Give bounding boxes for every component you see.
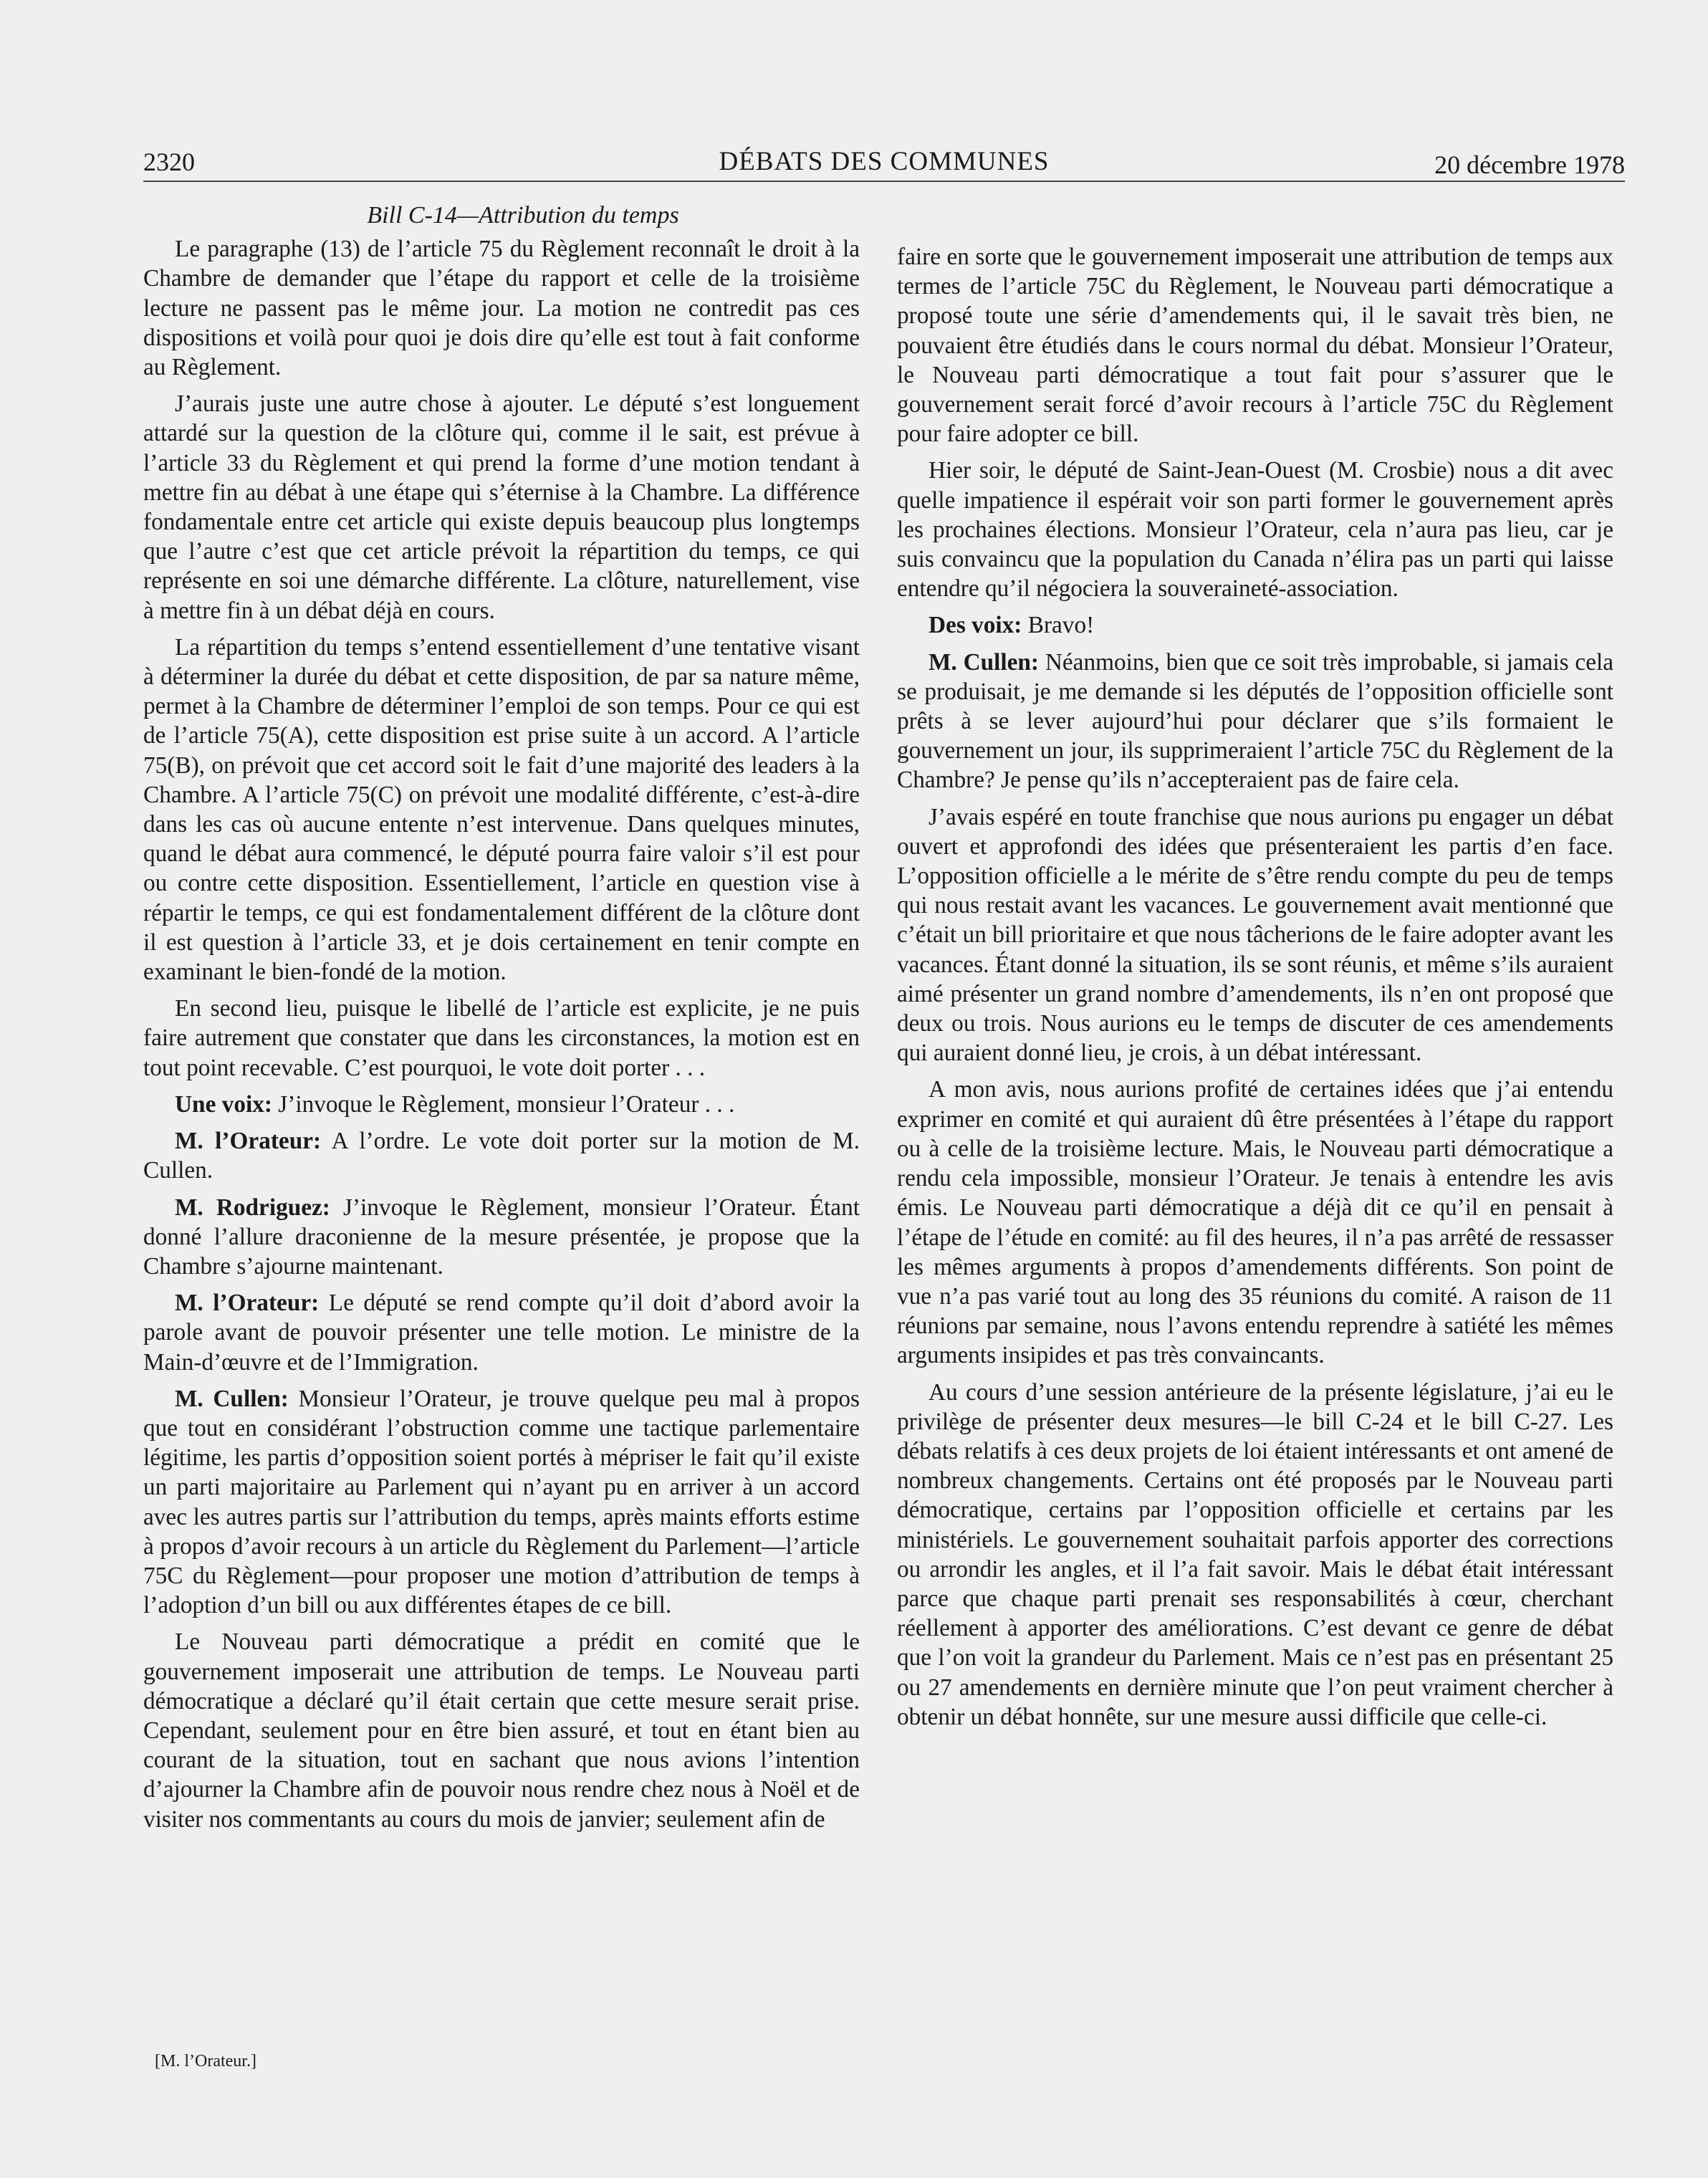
paragraph-text: Hier soir, le député de Saint-Jean-Ouest (M. Crosbie) nous a dit avec quelle impatience il espérait voir son parti former le gouvernement après les prochaines élections. Monsieur l’Orateur, cela n’aura pas lieu, car je suis convaincu que la population du Canada n’élira pas un parti qui laisse entendre qu’il négociera la souveraineté-association. — [897, 457, 1613, 603]
speaker-name: Une voix: — [175, 1090, 272, 1118]
publication-title: DÉBATS DES COMMUNES — [719, 147, 1050, 176]
paragraph — [143, 1384, 860, 1621]
speaker-name: M. l’Orateur: — [175, 1128, 322, 1155]
paragraph-text: Le Nouveau parti démocratique a prédit en comité que le gouvernement imposerait une attribution de temps. Le Nouveau parti démocratique a déclaré qu’il était certain que cette mesure serait prise. Cependant, seulement pour en être bien assuré, et tout en étant bien au courant de la situation, tout en sachant que nous avions l’intention d’ajourner la Chambre afin de pouvoir nous rendre chez nous à Noël et de visiter nos commentants au cours du mois de janvier; seulement afin de — [143, 1628, 860, 1833]
paragraph — [897, 802, 1613, 1068]
paragraph — [143, 1090, 860, 1119]
paragraph-text: J’aurais juste une autre chose à ajouter. Le député s’est longuement attardé sur la question de la clôture qui, comme il le sait, est prévue à l’article 33 du Règlement et qui prend la forme d’une motion tendant à mettre fin au débat à une étape qui s’éternise à la Chambre. La différence fondamentale entre cet article qui existe depuis beaucoup plus longtemps que l’autre c’est que cet article prévoit la répartition du temps, ce qui représente en soi une démarche différente. La clôture, naturellement, vise à mettre fin à un débat déjà en cours. — [143, 390, 860, 624]
speaker-name: M. Cullen: — [175, 1385, 289, 1412]
paragraph-text: Le paragraphe (13) de l’article 75 du Règlement reconnaît le droit à la Chambre de demander que l’étape du rapport et celle de la troisième lecture ne passent pas le même jour. La motion ne contredit pas ces dispositions et voilà pour quoi je dois dire qu’elle est tout à fait conforme au Règlement. — [143, 236, 860, 381]
paragraph — [143, 1627, 860, 1833]
page-header — [143, 146, 1625, 183]
paragraph — [143, 1193, 860, 1282]
paragraph-text: A l’ordre. Le vote doit porter sur la motion de M. Cullen. — [143, 1128, 860, 1184]
paragraph — [897, 456, 1613, 603]
left-column — [143, 201, 860, 1841]
paragraph — [897, 242, 1613, 448]
paragraph-text: La répartition du temps s’entend essentiellement d’une tentative visant à déterminer la durée du débat et cette disposition, de par sa nature même, permet à la Chambre de déterminer l’emploi de son temps. Pour ce qui est de l’article 75(A), cette disposition est prise suite à un accord. A l’article 75(B), on prévoit que cet accord soit le fait d’une majorité des leaders à la Chambre. A l’article 75(C) on prévoit une modalité différente, c’est-à-dire dans les cas où aucune entente n’est intervenue. Dans quelques minutes, quand le débat aura commencé, le député pourra faire valoir s’il est pour ou contre cette disposition. Essentiellement, l’article en question vise à répartir le temps, ce qui est fondamentalement différent de la clôture dont il est question à l’article 33, et je dois certainement en tenir compte en examinant le bien-fondé de la motion. — [143, 633, 860, 986]
paragraph — [143, 1288, 860, 1377]
speaker-name: M. Cullen: — [929, 648, 1040, 676]
section-title: Bill C-14—Attribution du temps — [367, 202, 679, 229]
paragraph-text: Le député se rend compte qu’il doit d’abord avoir la parole avant de pouvoir présenter une telle motion. Le ministre de la Main-d’œuvre et de l’Immigration. — [143, 1290, 860, 1376]
paragraph — [897, 1075, 1613, 1370]
paragraph — [897, 648, 1613, 795]
paragraph-text: Bravo! — [1022, 612, 1095, 639]
speaker-name: M. l’Orateur: — [175, 1290, 320, 1317]
paragraph — [897, 1378, 1613, 1732]
paragraph — [143, 234, 860, 382]
paragraph — [143, 1126, 860, 1185]
speaker-name: M. Rodriguez: — [175, 1194, 330, 1221]
page-date: 20 décembre 1978 — [1434, 150, 1625, 179]
left-paragraphs — [143, 234, 860, 1834]
footnote: [M. l’Orateur.] — [155, 2052, 256, 2071]
right-column — [897, 242, 1613, 1739]
speaker-name: Des voix: — [929, 612, 1022, 639]
paragraph — [143, 994, 860, 1083]
paragraph-text: En second lieu, puisque le libellé de l’article est explicite, je ne puis faire autrement que constater que dans les circonstances, la motion est en tout point recevable. C’est pourquoi, le vote doit porter . . . — [143, 995, 860, 1081]
paragraph — [143, 633, 860, 987]
paragraph — [143, 389, 860, 625]
paragraph-text: A mon avis, nous aurions profité de certaines idées que j’ai entendu exprimer en comité et qui auraient dû être présentées à l’étape du rapport ou à celle de la troisième lecture. Mais, le Nouveau parti démocratique a rendu cela impossible, monsieur l’Orateur. Je tenais à entendre les avis émis. Le Nouveau parti démocratique a déjà dit ce qu’il en pensait à l’étape de l’étude en comité: au fil des heures, il n’a pas arrêté de ressasser les mêmes arguments à propos d’amendements différents. Son point de vue n’a pas varié tout au long des 35 réunions du comité. A raison de 11 réunions par semaine, nous l’avons entendu reprendre à satiété les mêmes arguments insipides et pas très convaincants. — [897, 1076, 1613, 1369]
paragraph-text: J’invoque le Règlement, monsieur l’Orateur. Étant donné l’allure draconienne de la mesure présentée, je propose que la Chambre s’ajourne maintenant. — [143, 1194, 860, 1280]
paragraph-text: J’invoque le Règlement, monsieur l’Orateur . . . — [272, 1090, 735, 1118]
paragraph-text: Néanmoins, bien que ce soit très improbable, si jamais cela se produisait, je me demande si les députés de l’opposition officielle sont prêts à se lever aujourd’hui pour déclarer que s’ils formaient le gouvernement un jour, ils supprimeraient l’article 75C du Règlement de la Chambre? Je pense qu’ils n’accepteraient pas de faire cela. — [897, 648, 1614, 794]
header-rule — [143, 181, 1625, 182]
paragraph-text: J’avais espéré en toute franchise que nous aurions pu engager un débat ouvert et approfondi des idées que présenteraient les partis d’en face. L’opposition officielle a le mérite de s’être rendu compte du peu de temps qui nous restait avant les vacances. Le gouvernement avait mentionné que c’était un bill prioritaire et que nous tâcherions de le faire adopter avant les vacances. Étant donné la situation, ils se sont réunis, et même s’ils auraient aimé présenter un grand nombre d’amendements, ils n’en ont proposé que deux ou trois. Nous aurions eu le temps de discuter de ces amendements qui auraient donné lieu, je crois, à un débat intéressant. — [897, 803, 1613, 1067]
paragraph — [897, 610, 1613, 640]
paragraph-text: Monsieur l’Orateur, je trouve quelque peu mal à propos que tout en considérant l’obstruction comme une tactique parlementaire légitime, les partis d’opposition soient portés à mépriser le fait qu’il existe un parti majoritaire au Parlement qui n’ayant pu en arriver à un accord avec les autres partis sur l’attribution du temps, après maints efforts estime à propos d’avoir recours à un article du Règlement du Parlement—l’article 75C du Règlement—pour proposer une motion d’attribution de temps à l’adoption d’un bill ou aux différentes étapes de ce bill. — [143, 1385, 860, 1619]
right-paragraphs — [897, 242, 1613, 1732]
paragraph-text: Au cours d’une session antérieure de la présente législature, j’ai eu le privilège de présenter deux mesures—le bill C-24 et le bill C-27. Les débats relatifs à ces deux projets de loi étaient intéressants et ont amené de nombreux changements. Certains ont été proposés par le Nouveau parti démocratique, certains par l’opposition officielle et certains par les ministériels. Le gouvernement souhaitait parfois apporter des corrections ou arrondir les angles, et il l’a fait savoir. Mais le débat était intéressant parce que chaque parti prenait ses responsabilités à cœur, cherchant réellement à apporter des améliorations. C’est devant ce genre de débat que l’on voit la grandeur du Parlement. Mais ce n’est pas en présentant 25 ou 27 amendements en dernière minute que l’on peut vraiment chercher à obtenir un débat honnête, sur une mesure aussi difficile que celle-ci. — [897, 1378, 1613, 1730]
page-number: 2320 — [143, 148, 195, 176]
paragraph-text: faire en sorte que le gouvernement imposerait une attribution de temps aux termes de l’article 75C du Règlement, le Nouveau parti démocratique a proposé toute une série d’amendements qui, il le savait très bien, ne pouvaient être étudiés dans le cours normal du débat. Monsieur l’Orateur, le Nouveau parti démocratique a tout fait pour s’assurer que le gouvernement serait forcé d’avoir recours à l’article 75C du Règlement pour faire adopter ce bill. — [897, 244, 1613, 448]
